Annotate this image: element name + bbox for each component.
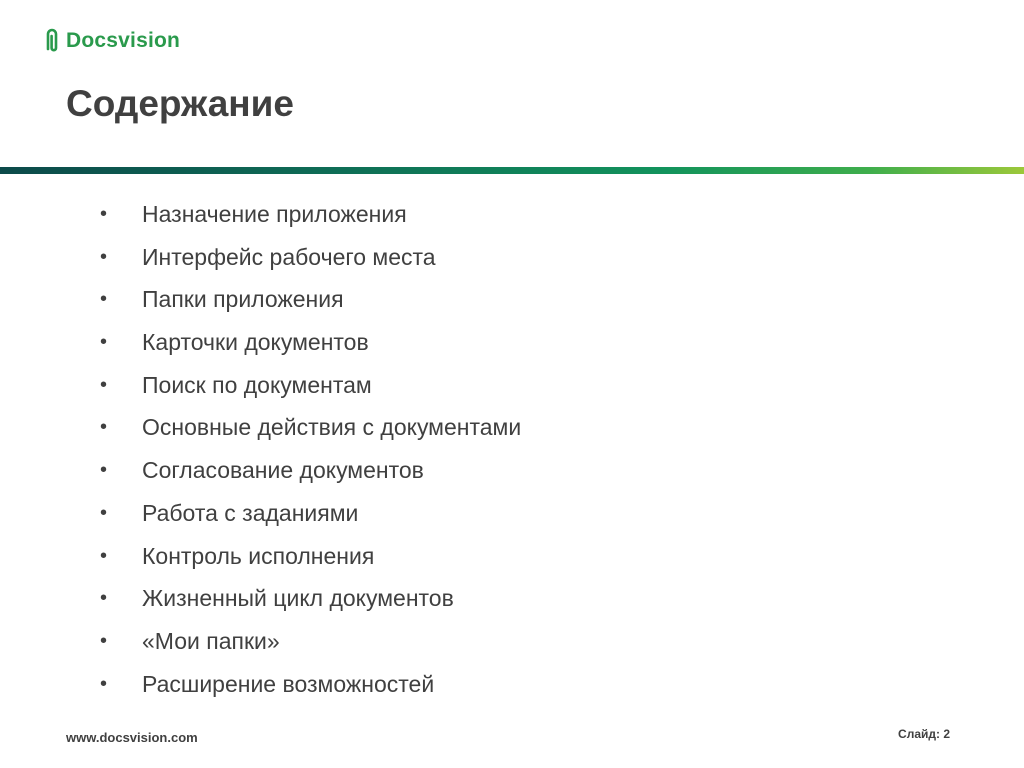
bullet-icon: • <box>100 587 108 610</box>
header-divider <box>0 167 1024 174</box>
list-item-label: Поиск по документам <box>142 371 372 398</box>
bullet-icon: • <box>100 501 108 524</box>
bullet-icon: • <box>100 373 108 396</box>
docsvision-logo <box>44 28 180 54</box>
list-item <box>0 620 521 663</box>
list-item <box>0 577 521 620</box>
list-item <box>0 321 521 364</box>
list-item-label: Согласование документов <box>142 457 424 484</box>
bullet-icon: • <box>100 416 108 439</box>
bullet-icon: • <box>100 288 108 311</box>
slide-number: Слайд: 2 <box>898 727 950 741</box>
website-url: www.docsvision.com <box>66 730 198 745</box>
list-item-label: Папки приложения <box>142 286 344 313</box>
list-item-label: Интерфейс рабочего места <box>142 243 436 270</box>
list-item-label: Расширение возможностей <box>142 670 435 697</box>
bullet-icon: • <box>100 459 108 482</box>
list-item-label: Карточки документов <box>142 329 369 356</box>
list-item <box>0 278 521 321</box>
bullet-icon: • <box>100 203 108 225</box>
list-item-label: Назначение приложения <box>142 201 407 227</box>
list-item-label: «Мои папки» <box>142 627 280 654</box>
list-item <box>0 663 521 706</box>
logo-text: Docsvision <box>66 29 181 52</box>
list-item <box>0 535 521 578</box>
list-item <box>0 193 521 236</box>
list-item-label: Работа с заданиями <box>142 499 359 526</box>
slide-title: Содержание <box>66 83 294 124</box>
paperclip-logo-icon <box>44 28 60 54</box>
bullet-icon: • <box>100 245 108 268</box>
list-item-label: Контроль исполнения <box>142 542 375 569</box>
list-item-label: Жизненный цикл документов <box>142 585 454 612</box>
contents-list <box>0 193 521 705</box>
bullet-icon: • <box>100 331 108 354</box>
list-item <box>0 492 521 535</box>
bullet-icon: • <box>100 672 108 695</box>
bullet-icon: • <box>100 544 108 567</box>
list-item <box>0 236 521 279</box>
list-item-label: Основные действия с документами <box>142 414 522 441</box>
list-item <box>0 406 521 449</box>
list-item <box>0 449 521 492</box>
list-item <box>0 364 521 407</box>
bullet-icon: • <box>100 629 108 652</box>
